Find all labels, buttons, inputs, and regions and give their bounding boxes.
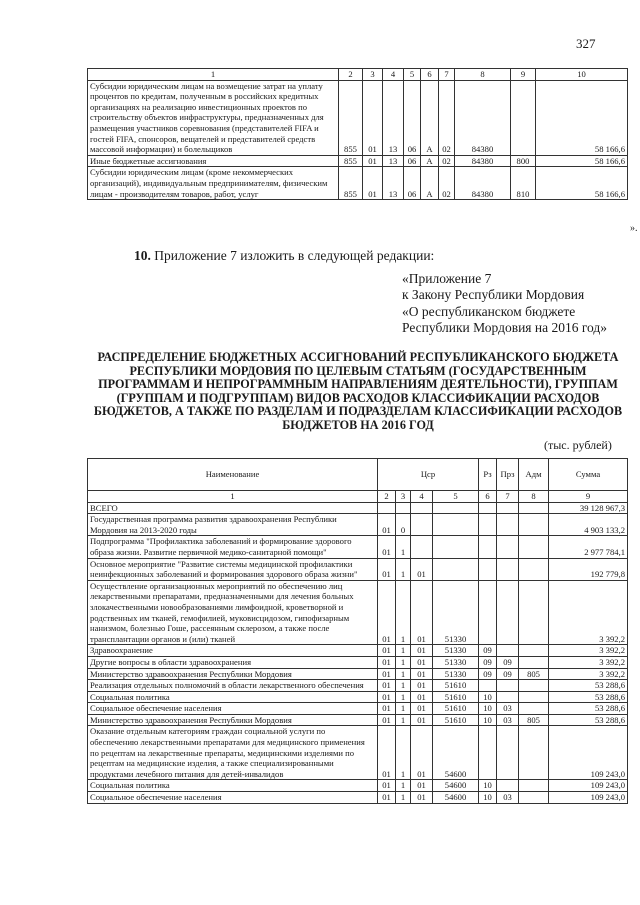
amendment-item-10 <box>134 248 434 264</box>
table-row <box>88 668 628 680</box>
row-amount: 109 243,0 <box>549 792 628 804</box>
table-row <box>88 645 628 657</box>
row-code: 805 <box>519 668 549 680</box>
document-title: РАСПРЕДЕЛЕНИЕ БЮДЖЕТНЫХ АССИГНОВАНИЙ РЕСПУБЛИКАНСКОГО БЮДЖЕТА РЕСПУБЛИКИ МОРДОВИЯ ПО ЦЕЛЕВЫМ СТАТЬЯМ (ГОСУДАРСТВЕННЫМ ПРОГРАММАМ И НЕПРОГРАММНЫМ НАПРАВЛЕНИЯМ ДЕЯТЕЛЬНОСТИ), ГРУППАМ (ГРУППАМ И ПОДГРУППАМ) ВИДОВ РАСХОДОВ КЛАССИФИКАЦИИ РАСХОДОВ БЮДЖЕТОВ, А ТАКЖЕ ПО РАЗДЕЛАМ И ПОДРАЗДЕЛАМ КЛАССИФИКАЦИИ РАСХОДОВ БЮДЖЕТОВ НА 2016 ГОД <box>93 350 623 432</box>
row-amount: 53 288,6 <box>549 714 628 726</box>
row-code: 01 <box>378 680 396 692</box>
row-code: 0 <box>396 514 411 536</box>
row-code <box>519 536 549 558</box>
column-number: 8 <box>519 491 549 503</box>
row-code: 51610 <box>433 680 479 692</box>
row-code: 01 <box>378 668 396 680</box>
item-number: 10. <box>134 248 151 263</box>
row-code: 1 <box>396 703 411 715</box>
table-row <box>88 726 628 780</box>
row-code: 02 <box>439 167 455 200</box>
row-code: 01 <box>378 792 396 804</box>
row-code <box>433 558 479 580</box>
row-code <box>396 502 411 514</box>
row-code <box>479 726 497 780</box>
table-row <box>88 691 628 703</box>
row-code <box>479 536 497 558</box>
row-code <box>411 502 433 514</box>
row-code: 54600 <box>433 780 479 792</box>
table-row <box>88 155 628 167</box>
column-number: 9 <box>549 491 628 503</box>
row-code: 03 <box>497 703 519 715</box>
row-code <box>497 558 519 580</box>
header-adm: Адм <box>519 459 549 491</box>
column-number: 4 <box>411 491 433 503</box>
row-code: 10 <box>479 714 497 726</box>
row-name: Осуществление организационных мероприятий по обеспечению лиц лекарственными препаратами, предназначенными для лечения больных злокачественными новообразованиями лимфоидной, кроветворной и родственных им тканей, гемофилией, муковисцидозом, гипофизарным нанизмом, болезнью Гоше, рассеянным склерозом, а также после трансплантации органов и (или) тканей <box>88 580 378 645</box>
row-code: 01 <box>411 792 433 804</box>
row-name: Иные бюджетные ассигнования <box>88 155 339 167</box>
row-amount: 39 128 967,3 <box>549 502 628 514</box>
row-code: 01 <box>411 780 433 792</box>
row-code: 01 <box>378 656 396 668</box>
row-code <box>479 514 497 536</box>
row-code: 10 <box>479 780 497 792</box>
row-code <box>497 645 519 657</box>
row-amount: 3 392,2 <box>549 580 628 645</box>
row-code: 10 <box>479 792 497 804</box>
row-code: 1 <box>396 668 411 680</box>
row-code: 01 <box>363 155 383 167</box>
row-code: 01 <box>411 668 433 680</box>
row-code: 01 <box>378 645 396 657</box>
row-code: 54600 <box>433 726 479 780</box>
row-code: 84380 <box>455 80 511 155</box>
row-code <box>519 645 549 657</box>
row-code: 09 <box>479 668 497 680</box>
row-code <box>519 580 549 645</box>
appendix-line: «О республиканском бюджете Республики Мордовия на 2016 год» <box>402 303 608 336</box>
row-amount: 109 243,0 <box>549 726 628 780</box>
row-name: Субсидии юридическим лицам (кроме некоммерческих организаций), индивидуальным предпринимателям, физическим лицам - производителям товаров, работ, услуг <box>88 167 339 200</box>
row-code <box>497 780 519 792</box>
row-code: 1 <box>396 691 411 703</box>
row-code <box>519 726 549 780</box>
row-amount: 53 288,6 <box>549 680 628 692</box>
row-code: 51610 <box>433 691 479 703</box>
row-code <box>519 703 549 715</box>
row-code: 84380 <box>455 167 511 200</box>
table-row <box>88 80 628 155</box>
row-code <box>497 502 519 514</box>
row-amount: 3 392,2 <box>549 645 628 657</box>
row-code: 01 <box>378 580 396 645</box>
row-code: 02 <box>439 80 455 155</box>
table-row <box>88 656 628 668</box>
row-name: Подпрограмма "Профилактика заболеваний и формирование здорового образа жизни. Развитие первичной медико-санитарной помощи" <box>88 536 378 558</box>
header-prz: Прз <box>497 459 519 491</box>
row-name: Социальное обеспечение населения <box>88 792 378 804</box>
row-code: 51330 <box>433 645 479 657</box>
table-row <box>88 714 628 726</box>
row-code: 51610 <box>433 714 479 726</box>
row-code <box>497 536 519 558</box>
row-code <box>479 580 497 645</box>
continued-budget-table <box>87 68 628 200</box>
row-code <box>411 514 433 536</box>
table-row <box>88 580 628 645</box>
row-code: 01 <box>411 580 433 645</box>
row-name: Министерство здравоохранения Республики Мордовия <box>88 668 378 680</box>
row-amount: 3 392,2 <box>549 656 628 668</box>
header-rz: Рз <box>479 459 497 491</box>
row-code <box>433 536 479 558</box>
row-code <box>519 514 549 536</box>
row-code: 09 <box>479 645 497 657</box>
row-code: 09 <box>497 656 519 668</box>
closing-quote: ». <box>630 223 638 234</box>
row-code: 01 <box>411 726 433 780</box>
row-code: 51610 <box>433 703 479 715</box>
row-code <box>497 691 519 703</box>
row-code <box>519 780 549 792</box>
row-code: 1 <box>396 645 411 657</box>
row-name: Министерство здравоохранения Республики Мордовия <box>88 714 378 726</box>
column-number: 7 <box>497 491 519 503</box>
row-name: Социальная политика <box>88 780 378 792</box>
row-code: 1 <box>396 726 411 780</box>
table-row <box>88 167 628 200</box>
row-code: 54600 <box>433 792 479 804</box>
row-code: А <box>421 167 439 200</box>
row-code: 855 <box>339 155 363 167</box>
column-number: 3 <box>396 491 411 503</box>
table-row <box>88 558 628 580</box>
column-number: 6 <box>421 69 439 81</box>
row-code: 06 <box>404 80 421 155</box>
row-name: Социальная политика <box>88 691 378 703</box>
row-code <box>411 536 433 558</box>
row-code: 805 <box>519 714 549 726</box>
row-name: Реализация отдельных полномочий в области лекарственного обеспечения <box>88 680 378 692</box>
row-code: 01 <box>378 536 396 558</box>
row-code: 01 <box>411 703 433 715</box>
row-code: 855 <box>339 167 363 200</box>
row-code: 800 <box>511 155 536 167</box>
row-code: 06 <box>404 155 421 167</box>
table-row <box>88 536 628 558</box>
row-code: 10 <box>479 691 497 703</box>
column-number-row <box>88 69 628 81</box>
units-label: (тыс. рублей) <box>544 438 612 452</box>
row-code: 01 <box>411 558 433 580</box>
row-code: 03 <box>497 714 519 726</box>
table-row <box>88 514 628 536</box>
column-number: 8 <box>455 69 511 81</box>
column-number: 5 <box>433 491 479 503</box>
row-name: Основное мероприятие "Развитие системы медицинской профилактики неинфекционных заболеваний и формирования здорового образа жизни" <box>88 558 378 580</box>
row-code <box>378 502 396 514</box>
row-code: 1 <box>396 792 411 804</box>
row-code <box>497 680 519 692</box>
row-code <box>479 680 497 692</box>
row-code: 810 <box>511 167 536 200</box>
row-code: 855 <box>339 80 363 155</box>
row-code: А <box>421 155 439 167</box>
row-code <box>519 792 549 804</box>
column-number: 6 <box>479 491 497 503</box>
appendix-line: к Закону Республики Мордовия <box>402 287 585 303</box>
row-amount: 58 166,6 <box>536 155 628 167</box>
row-code: А <box>421 80 439 155</box>
row-code <box>519 680 549 692</box>
row-code: 01 <box>378 514 396 536</box>
row-code: 84380 <box>455 155 511 167</box>
row-code <box>433 502 479 514</box>
column-number: 10 <box>536 69 628 81</box>
row-amount: 53 288,6 <box>549 691 628 703</box>
appendix-heading <box>402 271 632 337</box>
header-row <box>88 459 628 491</box>
row-amount: 109 243,0 <box>549 780 628 792</box>
row-code <box>433 514 479 536</box>
row-code: 01 <box>378 703 396 715</box>
row-code: 01 <box>378 691 396 703</box>
row-code: 51330 <box>433 656 479 668</box>
row-code: 10 <box>479 703 497 715</box>
column-number: 4 <box>383 69 404 81</box>
row-code <box>479 558 497 580</box>
table-row <box>88 502 628 514</box>
row-code: 03 <box>497 792 519 804</box>
table-row <box>88 780 628 792</box>
row-code <box>511 80 536 155</box>
page-number: 327 <box>576 36 596 51</box>
table-row <box>88 680 628 692</box>
column-number: 9 <box>511 69 536 81</box>
row-code <box>497 580 519 645</box>
row-code: 01 <box>378 780 396 792</box>
row-code: 06 <box>404 167 421 200</box>
header-sum: Сумма <box>549 459 628 491</box>
row-code <box>497 726 519 780</box>
row-code <box>479 502 497 514</box>
row-code: 01 <box>363 80 383 155</box>
row-code: 01 <box>411 656 433 668</box>
row-code: 01 <box>411 714 433 726</box>
table-row <box>88 703 628 715</box>
table-row <box>88 792 628 804</box>
row-code: 09 <box>497 668 519 680</box>
header-csr: Цср <box>378 459 479 491</box>
row-code: 02 <box>439 155 455 167</box>
column-number: 2 <box>378 491 396 503</box>
budget-allocation-table <box>87 458 628 804</box>
row-amount: 58 166,6 <box>536 167 628 200</box>
row-code <box>519 656 549 668</box>
row-amount: 4 903 133,2 <box>549 514 628 536</box>
row-code: 1 <box>396 536 411 558</box>
row-name: Здравоохранение <box>88 645 378 657</box>
row-code: 1 <box>396 680 411 692</box>
column-number: 5 <box>404 69 421 81</box>
column-number: 1 <box>88 69 339 81</box>
row-code: 13 <box>383 80 404 155</box>
row-code: 1 <box>396 580 411 645</box>
row-code <box>519 691 549 703</box>
row-name: ВСЕГО <box>88 502 378 514</box>
row-amount: 58 166,6 <box>536 80 628 155</box>
row-code: 1 <box>396 780 411 792</box>
column-number: 1 <box>88 491 378 503</box>
row-code: 13 <box>383 155 404 167</box>
row-name: Другие вопросы в области здравоохранения <box>88 656 378 668</box>
row-code: 01 <box>378 726 396 780</box>
row-code: 01 <box>411 691 433 703</box>
row-code: 01 <box>411 645 433 657</box>
row-code: 1 <box>396 656 411 668</box>
item-text: Приложение 7 изложить в следующей редакции: <box>150 248 435 263</box>
row-name: Государственная программа развития здравоохранения Республики Мордовия на 2013-2020 годы <box>88 514 378 536</box>
row-code: 01 <box>363 167 383 200</box>
column-number: 7 <box>439 69 455 81</box>
row-code: 01 <box>378 558 396 580</box>
row-amount: 53 288,6 <box>549 703 628 715</box>
row-amount: 3 392,2 <box>549 668 628 680</box>
column-number: 3 <box>363 69 383 81</box>
row-code <box>519 558 549 580</box>
column-number: 2 <box>339 69 363 81</box>
row-code: 01 <box>411 680 433 692</box>
header-name: Наименование <box>88 459 378 491</box>
row-name: Социальное обеспечение населения <box>88 703 378 715</box>
row-code: 1 <box>396 714 411 726</box>
row-code: 13 <box>383 167 404 200</box>
row-amount: 2 977 784,1 <box>549 536 628 558</box>
row-code <box>519 502 549 514</box>
row-code: 51330 <box>433 580 479 645</box>
row-code: 51330 <box>433 668 479 680</box>
row-code: 09 <box>479 656 497 668</box>
appendix-line: «Приложение 7 <box>402 271 492 286</box>
column-number-row <box>88 491 628 503</box>
row-name: Субсидии юридическим лицам на возмещение затрат на уплату процентов по кредитам, полученным в российских кредитных организациях на реализацию инвестиционных проектов по строительству объектов инфраструктуры, предназначенных для размещения участников соревнования (представителей FIFA и гостей FIFA, спонсоров, вещателей и представителей средств массовой информации) и болельщиков <box>88 80 339 155</box>
row-code <box>497 514 519 536</box>
row-amount: 192 779,8 <box>549 558 628 580</box>
row-code: 01 <box>378 714 396 726</box>
row-name: Оказание отдельным категориям граждан социальной услуги по обеспечению лекарственными препаратами для медицинского применения по рецептам на лекарственные препараты, медицинскими изделиями по рецептам на медицинские изделия, а также специализированными продуктами лечебного питания для детей-инвалидов <box>88 726 378 780</box>
row-code: 1 <box>396 558 411 580</box>
